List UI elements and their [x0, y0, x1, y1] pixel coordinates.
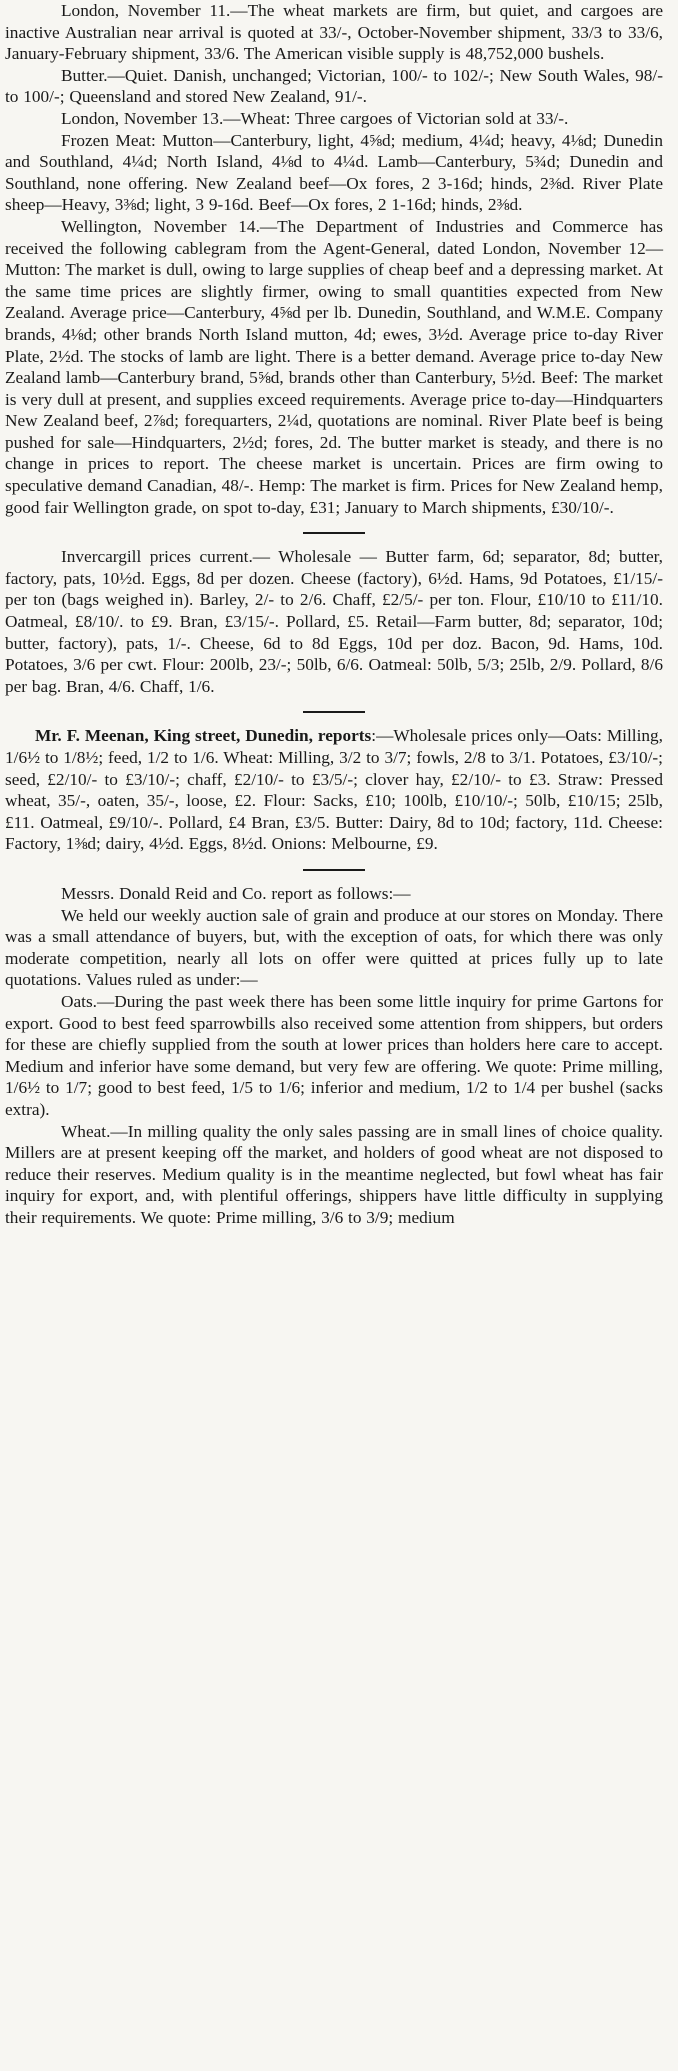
article-paragraph: London, November 13.—Wheat: Three cargoes of Victorian sold at 33/-.: [61, 108, 569, 128]
section-divider: [303, 711, 365, 713]
article-paragraph: Butter.—Quiet. Danish, unchanged; Victorian, 100/- to 102/-; New South Wales, 98/- to 100/-; Queensland and stored New Zealand, 91/-.: [5, 65, 663, 107]
article-paragraph: London, November 11.—The wheat markets are firm, but quiet, and cargoes are inactive Australian near arrival is quoted at 33/-, October-November shipment, 33/3 to 33/6, January-February shipment, 33/6. The American visible supply is 48,752,000 bushels.: [5, 1, 663, 64]
article-paragraph: [5, 725, 663, 855]
article-paragraph: Invercargill prices current.— Wholesale — Butter farm, 6d; separator, 8d; butter, factory, pats, 10½d. Eggs, 8d per dozen. Cheese (factory), 6½d. Hams, 9d Potatoes, £1/15/- per ton (bags weighed in). Barley, 2/- to 2/6. Chaff, £2/5/- per ton. Flour, £10/10 to £11/10. Oatmeal, £8/10/. to £9. Bran, £3/15/-. Pollard, £5. Retail—Farm butter, 8d; separator, 10d; butter, factory), pats, 1/-. Cheese, 6d to 8d Eggs, 10d per doz. Bacon, 9d. Hams, 10d. Potatoes, 3/6 per cwt. Flour: 200lb, 23/-; 50lb, 6/6. Oatmeal: 50lb, 5/3; 25lb, 2/9. Pollard, 8/6 per bag. Bran, 4/6. Chaff, 1/6.: [5, 547, 663, 696]
section-meenan-report: [5, 725, 663, 855]
section-divider: [303, 532, 365, 534]
article-paragraph: Oats.—During the past week there has been some little inquiry for prime Gartons for export. Good to best feed sparrowbills also received some attention from shippers, but orders for these are chiefly supplied from the south at lower prices than holders here care to accept. Medium and inferior have some demand, but very few are offering. We quote: Prime milling, 1/6½ to 1/7; good to best feed, 1/5 to 1/6; inferior and medium, 1/2 to 1/4 per bushel (sacks extra).: [5, 991, 663, 1119]
article-paragraph: Messrs. Donald Reid and Co. report as follows:—: [61, 883, 411, 903]
section-donald-reid-report: [5, 883, 663, 1229]
report-body: :—Wholesale prices only—Oats: Milling, 1/6½ to 1/8½; feed, 1/2 to 1/6. Wheat: Milling, 3/2 to 3/7; fowls, 2/8 to 3/1. Potatoes, £3/10/-; seed, £2/10/- to £3/10/-; chaff, £2/10/- to £3/5/-; clover hay, £2/10/- to £3. Straw: Pressed wheat, 35/-, oaten, 35/-, loose, £2. Flour: Sacks, £10; 100lb, £10/10/-; 50lb, £10/15; 25lb, £11. Oatmeal, £9/10/-. Pollard, £4 Bran, £3/5. Butter: Dairy, 8d to 10d; factory, 11d. Cheese: Factory, 1⅜d; dairy, 4½d. Eggs, 8½d. Onions: Melbourne, £9.: [5, 726, 663, 854]
section-invercargill-prices: [5, 546, 663, 697]
article-paragraph: Wellington, November 14.—The Department of Industries and Commerce has received the following cablegram from the Agent-General, dated London, November 12—Mutton: The market is dull, owing to large supplies of cheap beef and a depressing market. At the same time prices are slightly firmer, owing to small quantities expected from New Zealand. Average price—Canterbury, 4⅝d per lb. Dunedin, Southland, and W.M.E. Company brands, 4⅛d; other brands North Island mutton, 4d; ewes, 3½d. Average price to-day River Plate, 2½d. The stocks of lamb are light. There is a better demand. Average price to-day New Zealand lamb—Canterbury brand, 5⅝d, brands other than Canterbury, 5½d. Beef: The market is very dull at present, and supplies exceed requirements. Average price to-day—Hindquarters New Zealand beef, 2⅞d; forequarters, 2¼d, quotations are nominal. River Plate beef is being pushed for sale—Hindquarters, 2½d; fores, 2d. The butter market is steady, and there is no change in prices to report. The cheese market is uncertain. Prices are firm owing to speculative demand Canadian, 48/-. Hemp: The market is firm. Prices for New Zealand hemp, good fair Wellington grade, on spot to-day, £31; January to March shipments, £30/10/-.: [5, 216, 663, 517]
report-lead: Mr. F. Meenan, King street, Dunedin, reports: [35, 726, 372, 746]
section-london-markets: [5, 0, 663, 518]
article-paragraph: We held our weekly auction sale of grain and produce at our stores on Monday. There was a small attendance of buyers, but, with the exception of oats, for which there was only moderate competition, nearly all lots on offer were quitted at prices fully up to late quotations. Values ruled as under:—: [5, 905, 663, 990]
article-paragraph: Wheat.—In milling quality the only sales passing are in small lines of choice quality. Millers are at present keeping off the market, and holders of good wheat are not disposed to reduce their reserves. Medium quality is in the meantime neglected, but fowl wheat has fair inquiry for export, and, with plentiful offerings, shippers have little difficulty in supplying their requirements. We quote: Prime milling, 3/6 to 3/9; medium: [5, 1121, 663, 1227]
article-paragraph: Frozen Meat: Mutton—Canterbury, light, 4⅝d; medium, 4¼d; heavy, 4⅛d; Dunedin and Southland, 4¼d; North Island, 4⅛d to 4¼d. Lamb—Canterbury, 5¾d; Dunedin and Southland, none offering. New Zealand beef—Ox fores, 2 3-16d; hinds, 2⅜d. River Plate sheep—Heavy, 3⅜d; light, 3 9-16d. Beef—Ox fores, 2 1-16d; hinds, 2⅜d.: [5, 130, 663, 215]
section-divider: [303, 869, 365, 871]
